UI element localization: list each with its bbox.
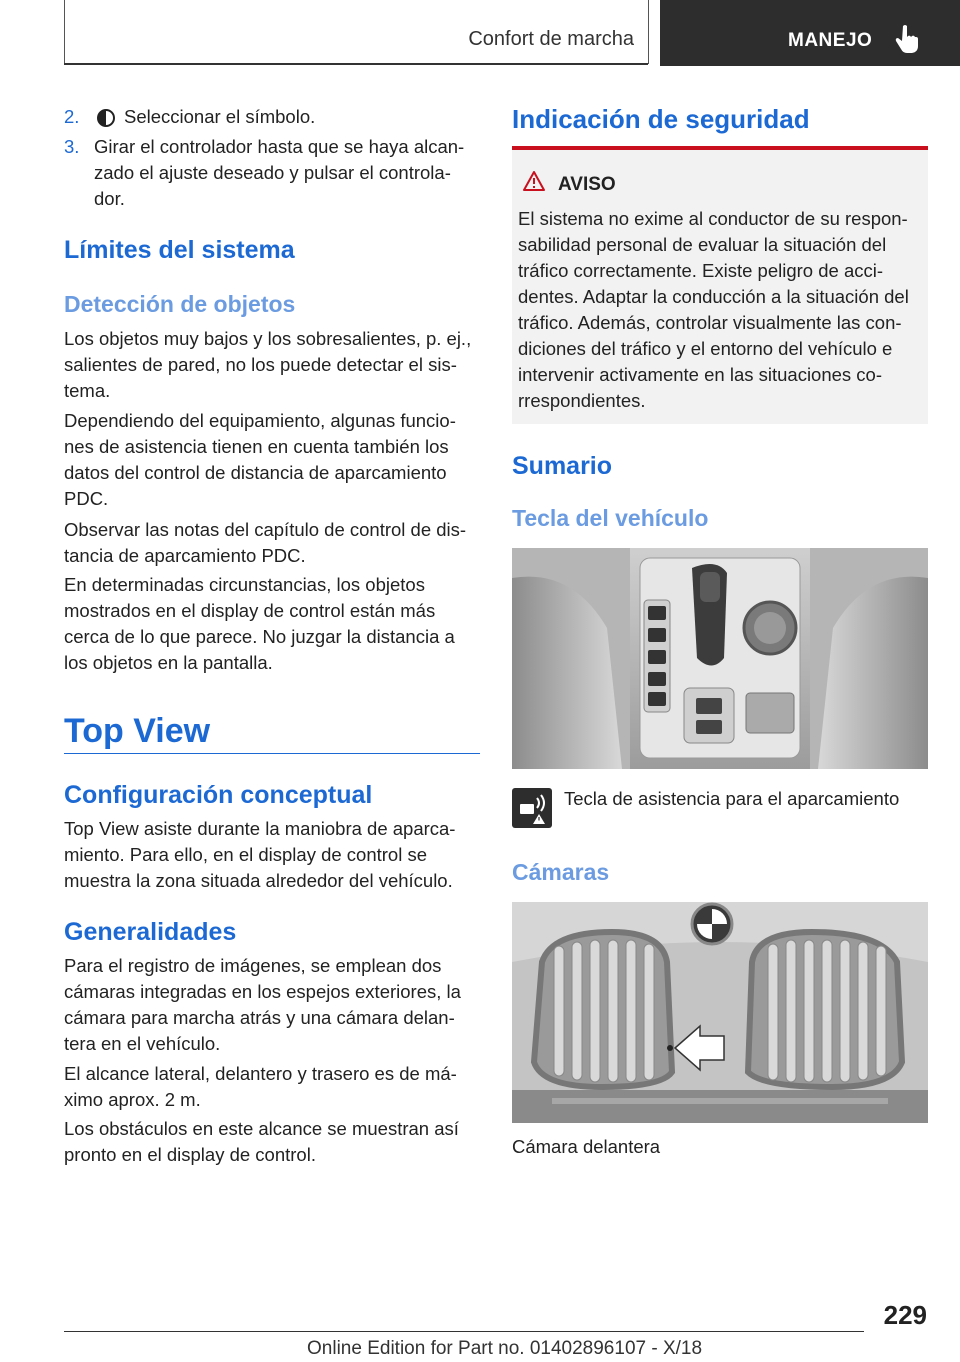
paragraph: El alcance lateral, delantero y trasero es de má-ximo aprox. 2 m. — [64, 1063, 457, 1110]
heading-rule — [64, 753, 480, 754]
step-text: Girar el controlador hasta que se haya alcan- zado el ajuste deseado y pulsar el controla- dor. — [94, 136, 465, 209]
image-caption: Cámara delantera — [512, 1136, 661, 1157]
header-section-label: Confort de marcha — [468, 28, 634, 50]
paragraph: En determinadas circunstancias, los objetos mostrados en el display de control están más cerca de lo que parece. No juzgar la distancia a los objetos en la pantalla. — [64, 574, 455, 673]
section-title: Configuración conceptual — [64, 781, 373, 809]
paragraph: Dependiendo del equipamiento, algunas funcio-nes de asistencia tienen en cuenta también los datos del control de distancia de aparcamiento PDC. — [64, 410, 456, 509]
grille-illustration — [512, 902, 928, 1123]
section-title: Generalidades — [64, 918, 237, 946]
image-caption: Tecla de asistencia para el aparcamiento — [564, 788, 900, 809]
paragraph: Los obstáculos en este alcance se muestran así pronto en el display de control. — [64, 1118, 459, 1165]
paragraph: Top View asiste durante la maniobra de aparca-miento. Para ello, en el display de control se muestra la zona situada alrededor del vehículo. — [64, 818, 456, 891]
warning-label: AVISO — [558, 174, 616, 195]
warning-box — [512, 150, 928, 424]
console-photo — [512, 548, 928, 769]
paragraph: Los objetos muy bajos y los sobresalientes, p. ej., salientes de pared, no los puede detectar el sis-tema. — [64, 328, 472, 401]
camera-photo — [512, 902, 928, 1123]
warning-triangle-icon — [522, 170, 546, 192]
console-illustration — [512, 548, 928, 769]
chapter-heading: Top View — [64, 712, 211, 750]
section-title: Límites del sistema — [64, 236, 295, 264]
footer-rule — [64, 1331, 864, 1332]
parking-assist-icon[interactable] — [512, 788, 552, 828]
header-underline — [64, 63, 648, 65]
subsection-title: Detección de objetos — [64, 291, 296, 317]
page-number: 229 — [883, 1300, 927, 1330]
header-separator — [648, 0, 649, 64]
chapter-tab[interactable] — [660, 0, 960, 66]
step-text: Seleccionar el símbolo. — [124, 106, 316, 127]
step-number: 2. — [64, 106, 80, 127]
section-title: Sumario — [512, 452, 613, 480]
section-title: Indicación de seguridad — [512, 104, 810, 134]
footer-edition: Online Edition for Part no. 01402896107 - X/18 — [307, 1338, 703, 1359]
warning-text: El sistema no exime al conductor de su respon-sabilidad personal de evaluar la situación del tráfico correctamente. Existe peligro de acci-dentes. Adaptar la conducción a la situación del tráfico. Además, controlar visualmente las con-diciones del tráfico y el entorno del vehículo e intervenir activamente en las situaciones co-rrespondientes. — [518, 208, 909, 411]
half-circle-icon — [96, 108, 116, 128]
header-section — [64, 0, 648, 64]
step-3 — [64, 134, 484, 214]
subsection-title: Tecla del vehículo — [512, 505, 709, 531]
paragraph: Observar las notas del capítulo de control de dis-tancia de aparcamiento PDC. — [64, 519, 467, 566]
paragraph: Para el registro de imágenes, se emplean dos cámaras integradas en los espejos exteriores, la cámara para marcha atrás y una cámara delan-tera en el vehículo. — [64, 955, 461, 1054]
subsection-title: Cámaras — [512, 859, 610, 885]
pointing-hand-icon — [894, 24, 920, 54]
chapter-tab-label: MANEJO — [788, 30, 873, 51]
step-2 — [64, 104, 484, 130]
step-number: 3. — [64, 136, 80, 157]
